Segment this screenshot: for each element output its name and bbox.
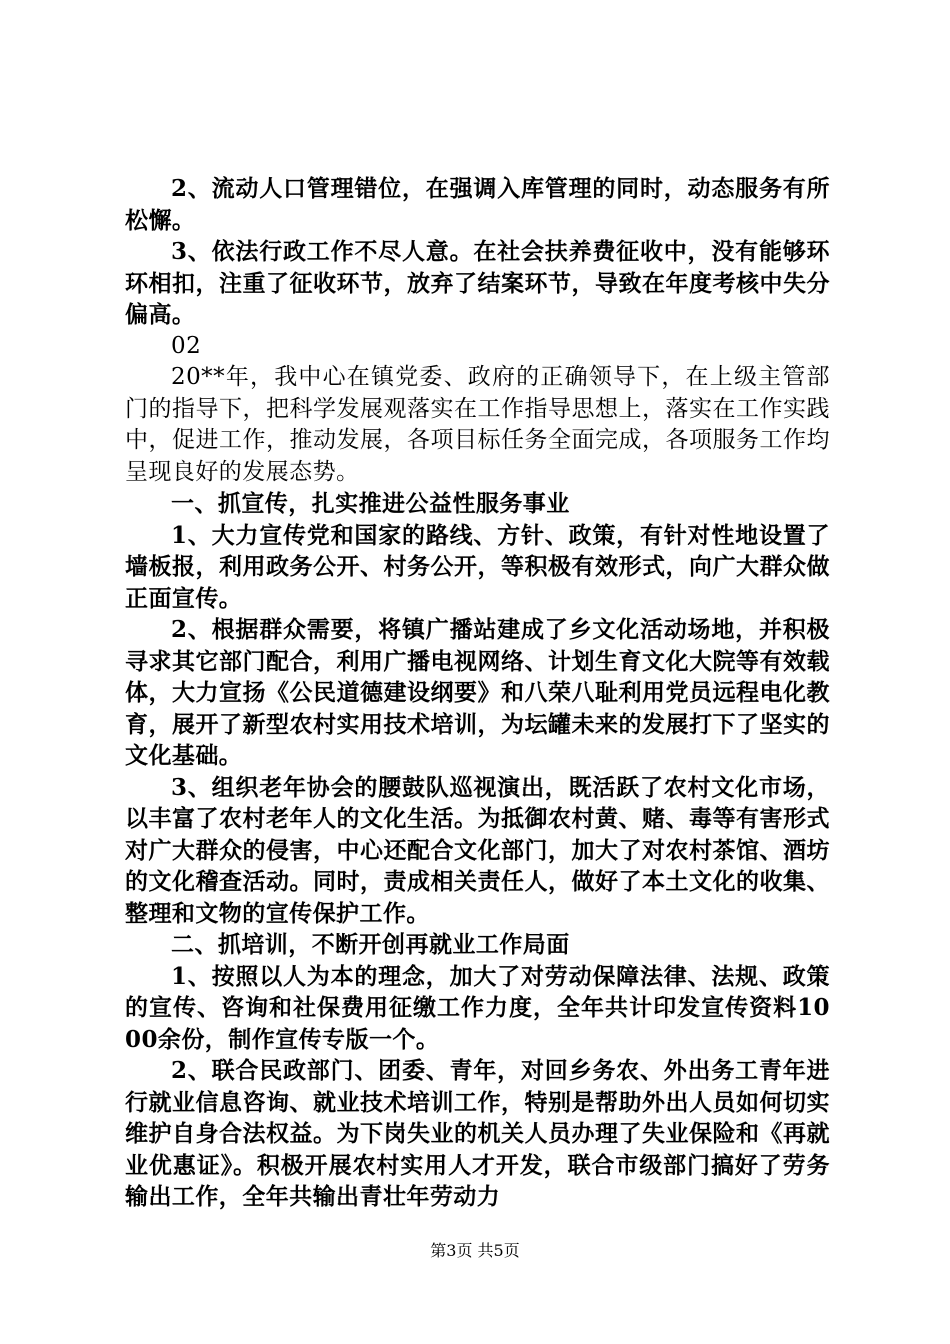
- section-heading-publicity: 一、抓宣传，扎实推进公益性服务事业: [171, 490, 570, 517]
- paragraph-publicity-3: 3、组织老年协会的腰鼓队巡视演出，既活跃了农村文化市场，以丰富了农村老年人的文化生活。为抵御农村黄、赌、毒等有害形式对广大群众的侵害，中心还配合文化部门，加大了对农村茶馆、酒坊的文化稽查活动。同时，责成相关责任人，做好了本土文化的收集、整理和文物的宣传保护工作。: [125, 773, 830, 927]
- paragraph-publicity-1: 1、大力宣传党和国家的路线、方针、政策，有针对性地设置了墙板报，利用政务公开、村务公开，等积极有效形式，向广大群众做正面宣传。: [125, 521, 830, 612]
- paragraph-training-2: 2、联合民政部门、团委、青年，对回乡务农、外出务工青年进行就业信息咨询、就业技术培训工作，特别是帮助外出人员如何切实维护自身合法权益。为下岗失业的机关人员办理了失业保险和《再就业优惠证》。积极开展农村实用人才开发，联合市级部门搞好了劳务输出工作，全年共输出青壮年劳动力: [125, 1057, 830, 1210]
- section-marker: 02: [171, 332, 202, 359]
- paragraph-training-1: 1、按照以人为本的理念，加大了对劳动保障法律、法规、政策的宣传、咨询和社保费用征缴工作力度，全年共计印发宣传资料1000余份，制作宣传专版一个。: [125, 962, 830, 1053]
- intro-paragraph: 20**年，我中心在镇党委、政府的正确领导下，在上级主管部门的指导下，把科学发展观落实在工作指导思想上，落实在工作实践中，促进工作，推动发展，各项目标任务全面完成，各项服务工作均呈现良好的发展态势。: [125, 364, 830, 485]
- section-heading-training: 二、抓培训，不断开创再就业工作局面: [171, 931, 570, 958]
- page-number-label: 第3页 共5页: [430, 1241, 520, 1260]
- page-footer: [0, 1241, 950, 1261]
- paragraph-publicity-2: 2、根据群众需要，将镇广播站建成了乡文化活动场地，并积极寻求其它部门配合，利用广播电视网络、计划生育文化大院等有效载体，大力宣扬《公民道德建设纲要》和八荣八耻利用党员远程电化教育，展开了新型农村实用技术培训，为坛罐未来的发展打下了坚实的文化基础。: [125, 616, 830, 769]
- paragraph-item-3-law-administration: 3、依法行政工作不尽人意。在社会扶养费征收中，没有能够环环相扣，注重了征收环节，放弃了结案环节，导致在年度考核中失分偏高。: [125, 238, 830, 328]
- paragraph-item-2-mobile-population: 2、流动人口管理错位，在强调入库管理的同时，动态服务有所松懈。: [125, 175, 830, 234]
- document-body: [125, 173, 830, 1213]
